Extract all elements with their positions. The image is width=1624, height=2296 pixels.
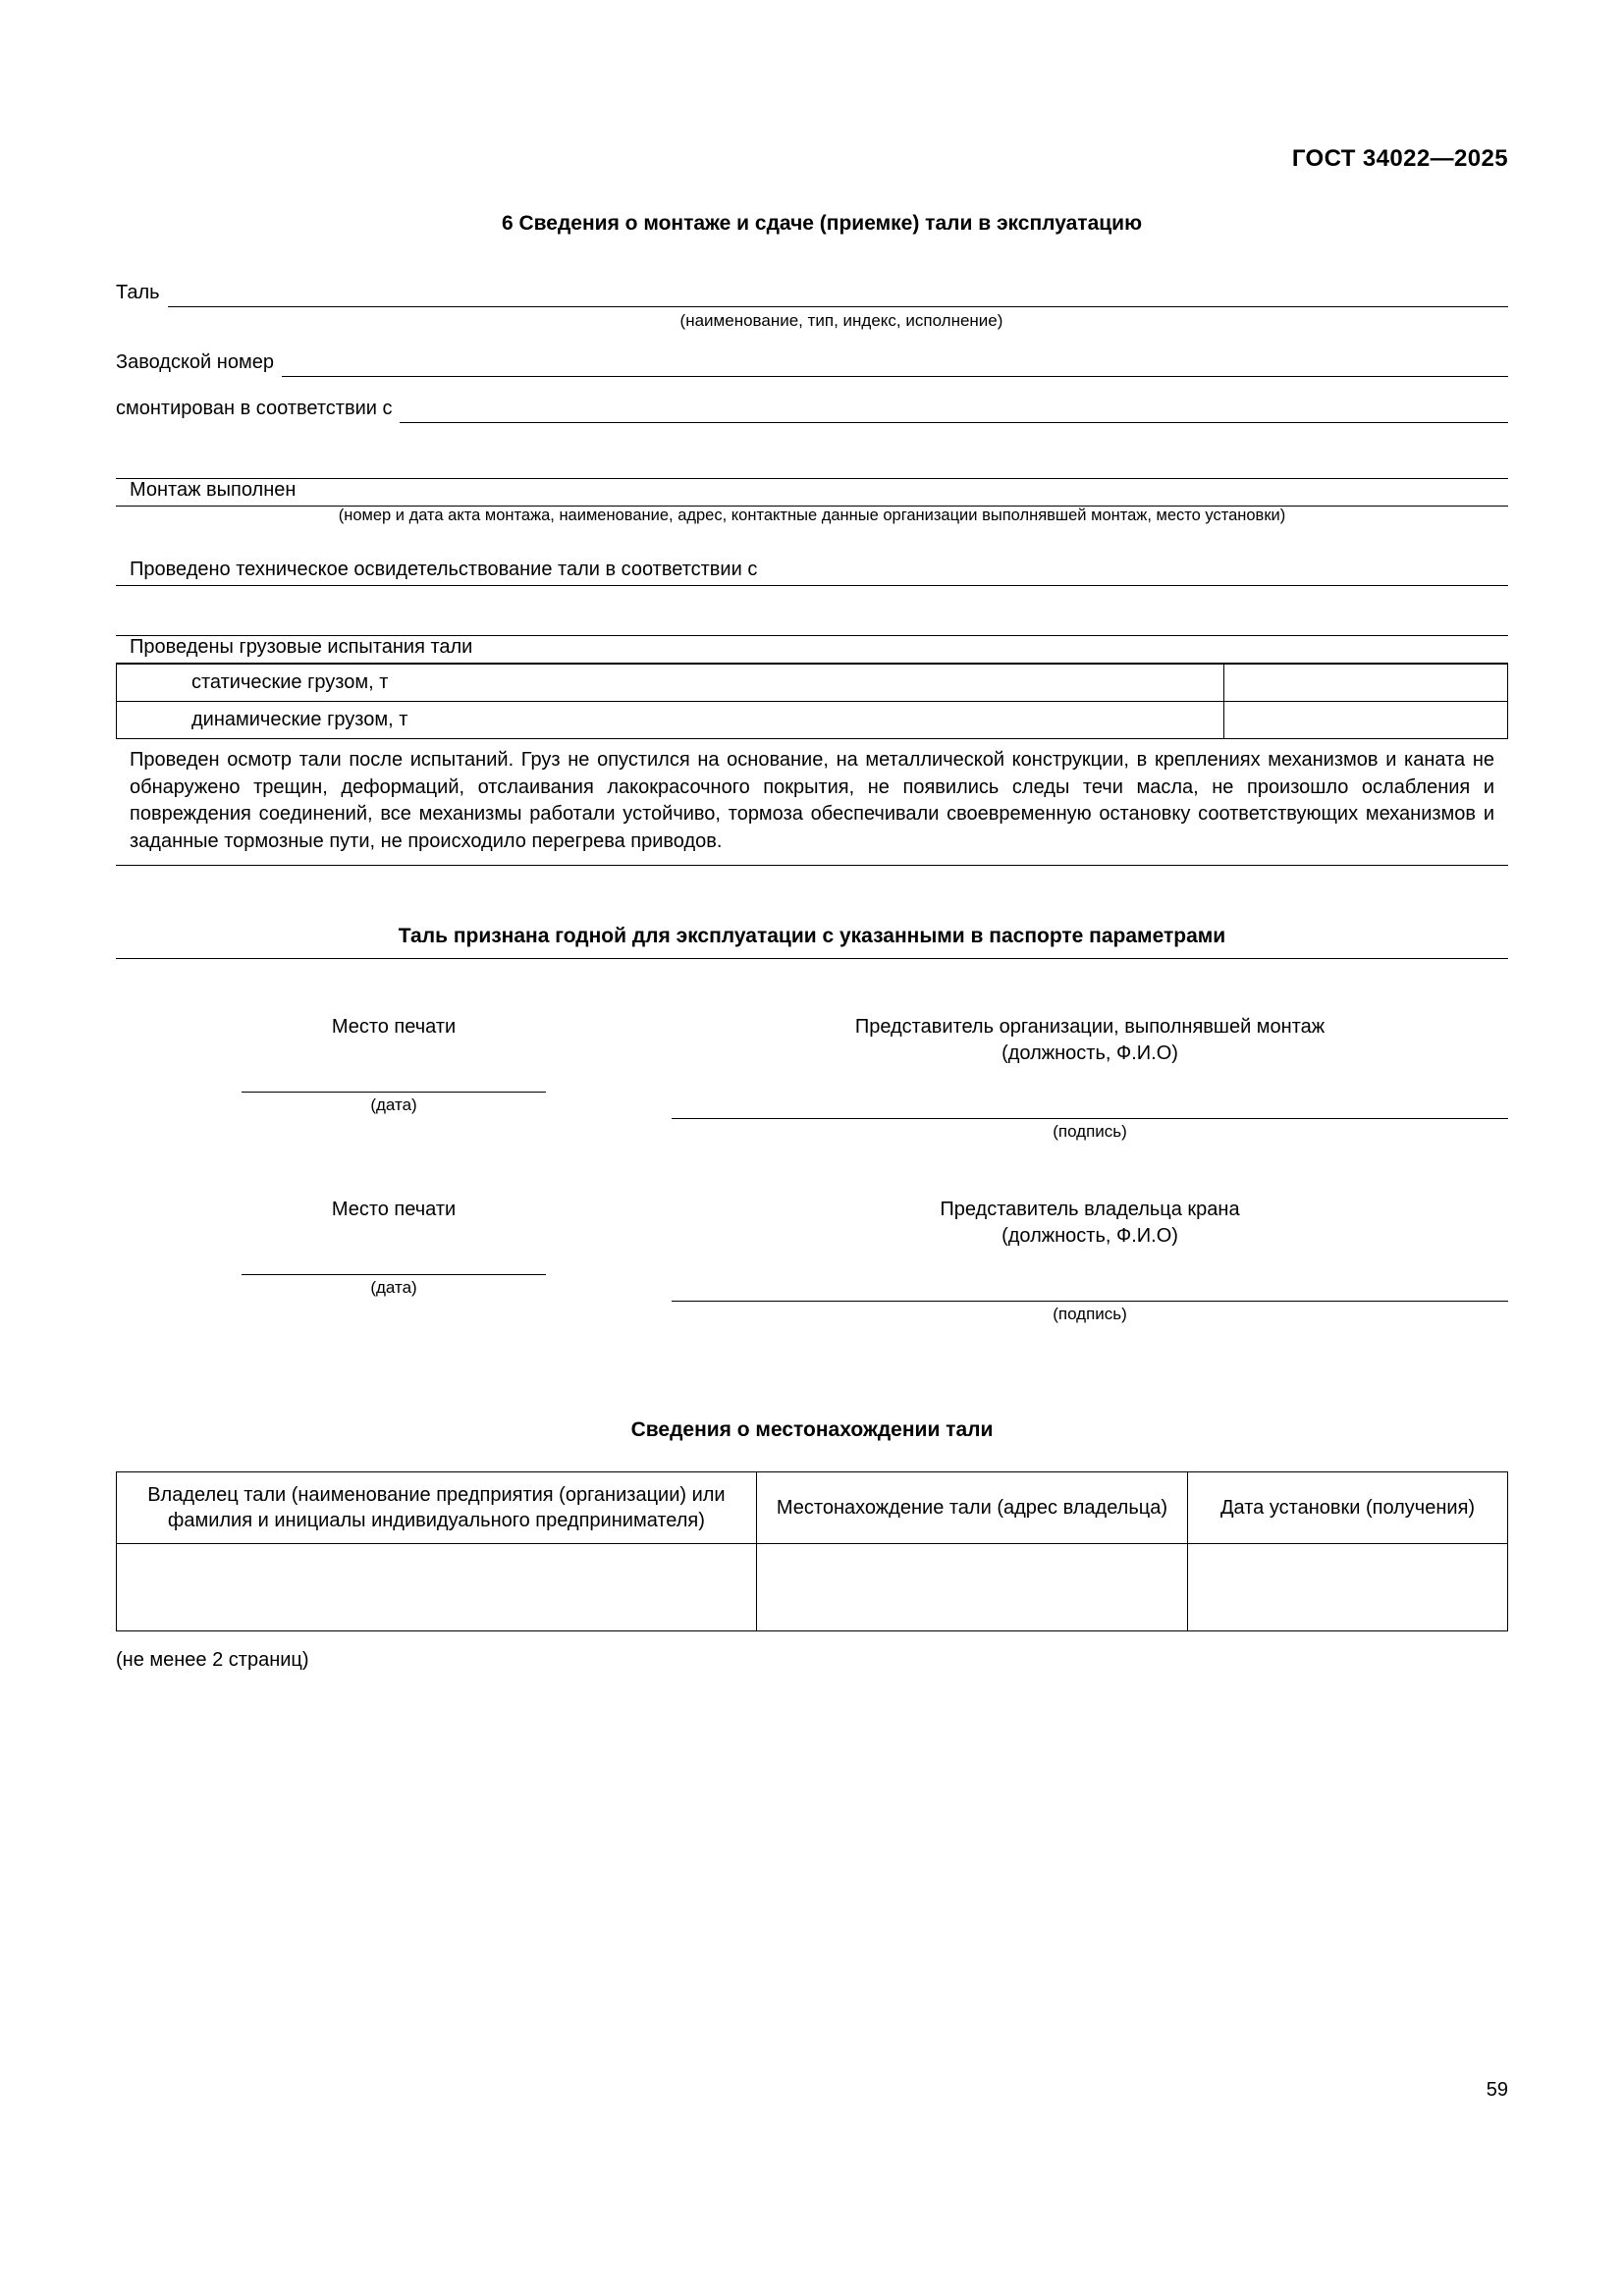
standard-header: ГОСТ 34022—2025: [1291, 145, 1508, 172]
stamp-label-2: Место печати: [331, 1199, 457, 1221]
serial-field-row: [116, 350, 1508, 377]
installation-caption: (номер и дата акта монтажа, наименование, адрес, контактные данные организации выполнявшей монтаж, место установки): [338, 507, 1286, 524]
installation-done-label: Монтаж выполнен: [116, 479, 1508, 507]
signature-caption-2: (подпись): [1053, 1305, 1127, 1324]
mounted-field-row: [116, 397, 1508, 423]
signature-input-line-1[interactable]: [672, 1067, 1508, 1119]
mounted-continuation-line[interactable]: [116, 449, 1508, 479]
page-number: 59: [1486, 2079, 1508, 2101]
date-input-line-2[interactable]: [242, 1223, 546, 1275]
load-test-dynamic-value[interactable]: [1224, 702, 1508, 739]
load-tests-table: [116, 664, 1508, 739]
table-header-row: [117, 1472, 1508, 1544]
cell-location[interactable]: [756, 1544, 1187, 1631]
load-test-dynamic-label: динамические грузом, т: [117, 702, 1224, 739]
date-caption-2: (дата): [370, 1278, 417, 1298]
load-tests-label: Проведены грузовые испытания тали: [116, 636, 1508, 664]
signature-block-1: [116, 1014, 1508, 1142]
page-content: [116, 212, 1508, 1672]
mounted-label: смонтирован в соответствии с: [116, 398, 393, 419]
stamp-column-1: [116, 1014, 672, 1142]
page-count-note: (не менее 2 страниц): [116, 1649, 309, 1672]
representative-column-2: [672, 1197, 1508, 1324]
date-caption-1: (дата): [370, 1095, 417, 1115]
verdict-text: Таль признана годной для эксплуатации с указанными в паспорте параметрами: [116, 925, 1508, 959]
signature-caption-1: (подпись): [1053, 1122, 1127, 1142]
hoist-field-row: [116, 281, 1508, 307]
table-row: [117, 702, 1508, 739]
load-test-static-label: статические грузом, т: [117, 665, 1224, 702]
signature-input-line-2[interactable]: [672, 1250, 1508, 1302]
representative-2-label: Представитель владельца крана: [940, 1199, 1240, 1221]
column-header-location: Местонахождение тали (адрес владельца): [756, 1472, 1187, 1544]
representative-column-1: [672, 1014, 1508, 1142]
table-row: [117, 1544, 1508, 1631]
load-test-static-value[interactable]: [1224, 665, 1508, 702]
stamp-column-2: [116, 1197, 672, 1324]
cell-date[interactable]: [1188, 1544, 1508, 1631]
representative-1-label: Представитель организации, выполнявшей монтаж: [854, 1016, 1326, 1039]
location-table: [116, 1471, 1508, 1631]
cell-owner[interactable]: [117, 1544, 757, 1631]
location-section-title: Сведения о местонахождении тали: [630, 1418, 994, 1442]
serial-label: Заводской номер: [116, 351, 274, 373]
column-header-date: Дата установки (получения): [1188, 1472, 1508, 1544]
inspection-paragraph: Проведен осмотр тали после испытаний. Груз не опустился на основание, на металлической конструкции, в креплениях механизмов и каната не обнаружено трещин, деформаций, отслаивания лакокрасочного покрытия, не появились следы течи масла, не произошло ослабления и повреждения соединений, все механизмы работали устойчиво, тормоза обеспечивали своевременную остановку соответствующих механизмов и заданные тормозные пути, не происходило перегрева приводов.: [116, 739, 1508, 866]
section-title: 6 Сведения о монтаже и сдаче (приемке) тали в эксплуатацию: [501, 212, 1143, 235]
representative-2-sublabel: (должность, Ф.И.О): [1001, 1225, 1178, 1248]
hoist-caption: (наименование, тип, индекс, исполнение): [679, 311, 1003, 330]
hoist-label: Таль: [116, 282, 160, 303]
stamp-label-1: Место печати: [331, 1016, 457, 1039]
signature-block-2: [116, 1197, 1508, 1324]
column-header-owner: Владелец тали (наименование предприятия (организации) или фамилия и инициалы индивидуального предпринимателя): [117, 1472, 757, 1544]
representative-1-sublabel: (должность, Ф.И.О): [1001, 1042, 1178, 1065]
date-input-line-1[interactable]: [242, 1041, 546, 1093]
serial-input-line[interactable]: [282, 350, 1508, 377]
hoist-input-line[interactable]: [168, 281, 1508, 307]
mounted-input-line[interactable]: [400, 397, 1508, 423]
technical-examination-line[interactable]: [116, 606, 1508, 636]
table-row: [117, 665, 1508, 702]
technical-examination-label: Проведено техническое освидетельствование тали в соответствии с: [116, 559, 1508, 586]
